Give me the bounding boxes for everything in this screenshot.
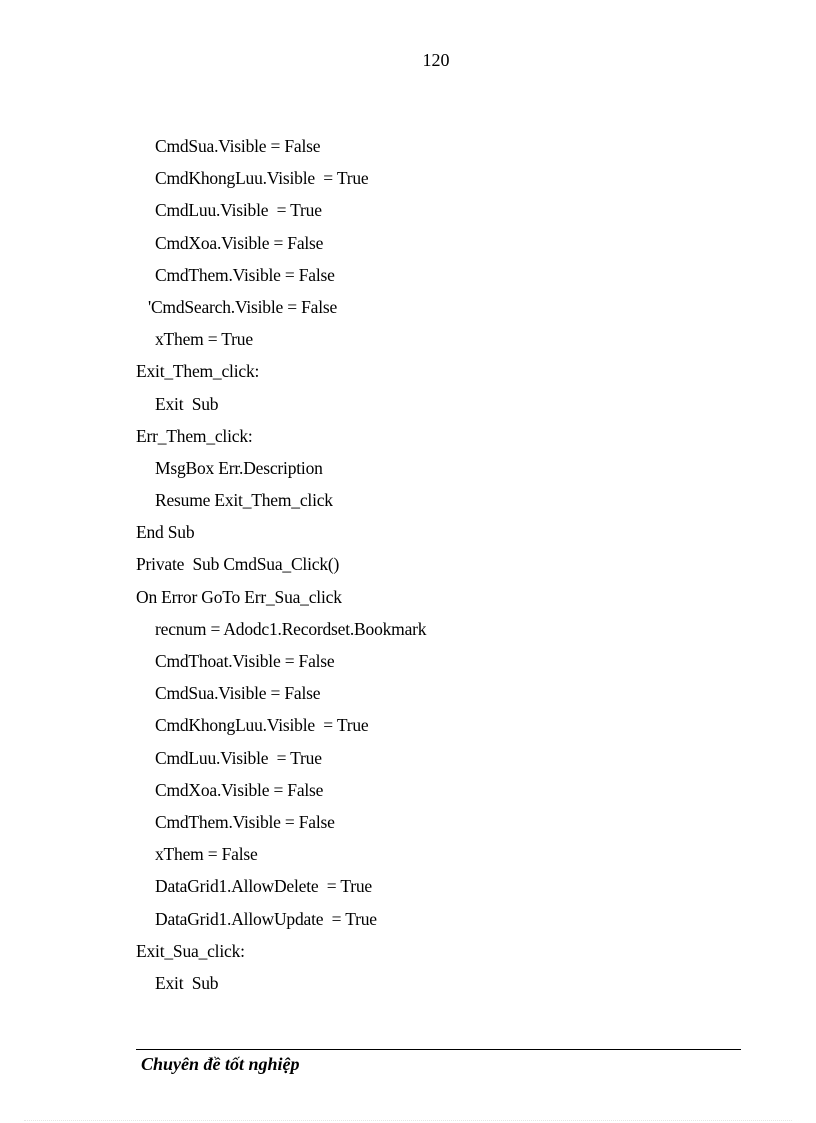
code-line: Exit_Them_click: — [136, 361, 260, 382]
code-line: CmdKhongLuu.Visible = True — [155, 715, 369, 736]
code-line: MsgBox Err.Description — [155, 457, 323, 478]
code-line: DataGrid1.AllowUpdate = True — [155, 908, 377, 929]
code-line: Resume Exit_Them_click — [155, 490, 333, 511]
code-line: Exit Sub — [155, 393, 219, 414]
code-line: CmdThoat.Visible = False — [155, 651, 335, 671]
page-bottom-edge — [24, 1120, 792, 1121]
code-line: On Error GoTo Err_Sua_click — [136, 586, 342, 607]
code-line: DataGrid1.AllowDelete = True — [155, 876, 372, 897]
code-line: Exit_Sua_click: — [136, 940, 245, 961]
code-line: CmdSua.Visible = False — [155, 136, 321, 156]
code-line: CmdXoa.Visible = False — [155, 779, 324, 800]
code-line: 'CmdSearch.Visible = False — [148, 296, 338, 317]
code-line: CmdLuu.Visible = True — [155, 747, 322, 768]
code-line: CmdSua.Visible = False — [155, 683, 321, 704]
code-line: Exit Sub — [155, 972, 219, 993]
code-line: xThem = False — [155, 844, 258, 865]
code-line: CmdThem.Visible = False — [155, 811, 335, 832]
code-line: Private Sub CmdSua_Click() — [136, 554, 340, 575]
page-number: 120 — [422, 50, 450, 70]
code-line: CmdThem.Visible = False — [155, 264, 335, 285]
code-listing — [136, 130, 776, 999]
footer-title: Chuyên đề tốt nghiệp — [141, 1054, 300, 1074]
code-line: xThem = True — [155, 329, 253, 350]
code-line: End Sub — [136, 522, 195, 543]
footer-divider — [136, 1049, 741, 1050]
code-line: Err_Them_click: — [136, 425, 253, 446]
code-line: recnum = Adodc1.Recordset.Bookmark — [155, 618, 427, 639]
code-line: CmdLuu.Visible = True — [155, 200, 322, 221]
code-line: CmdXoa.Visible = False — [155, 232, 324, 253]
code-line: CmdKhongLuu.Visible = True — [155, 168, 369, 189]
